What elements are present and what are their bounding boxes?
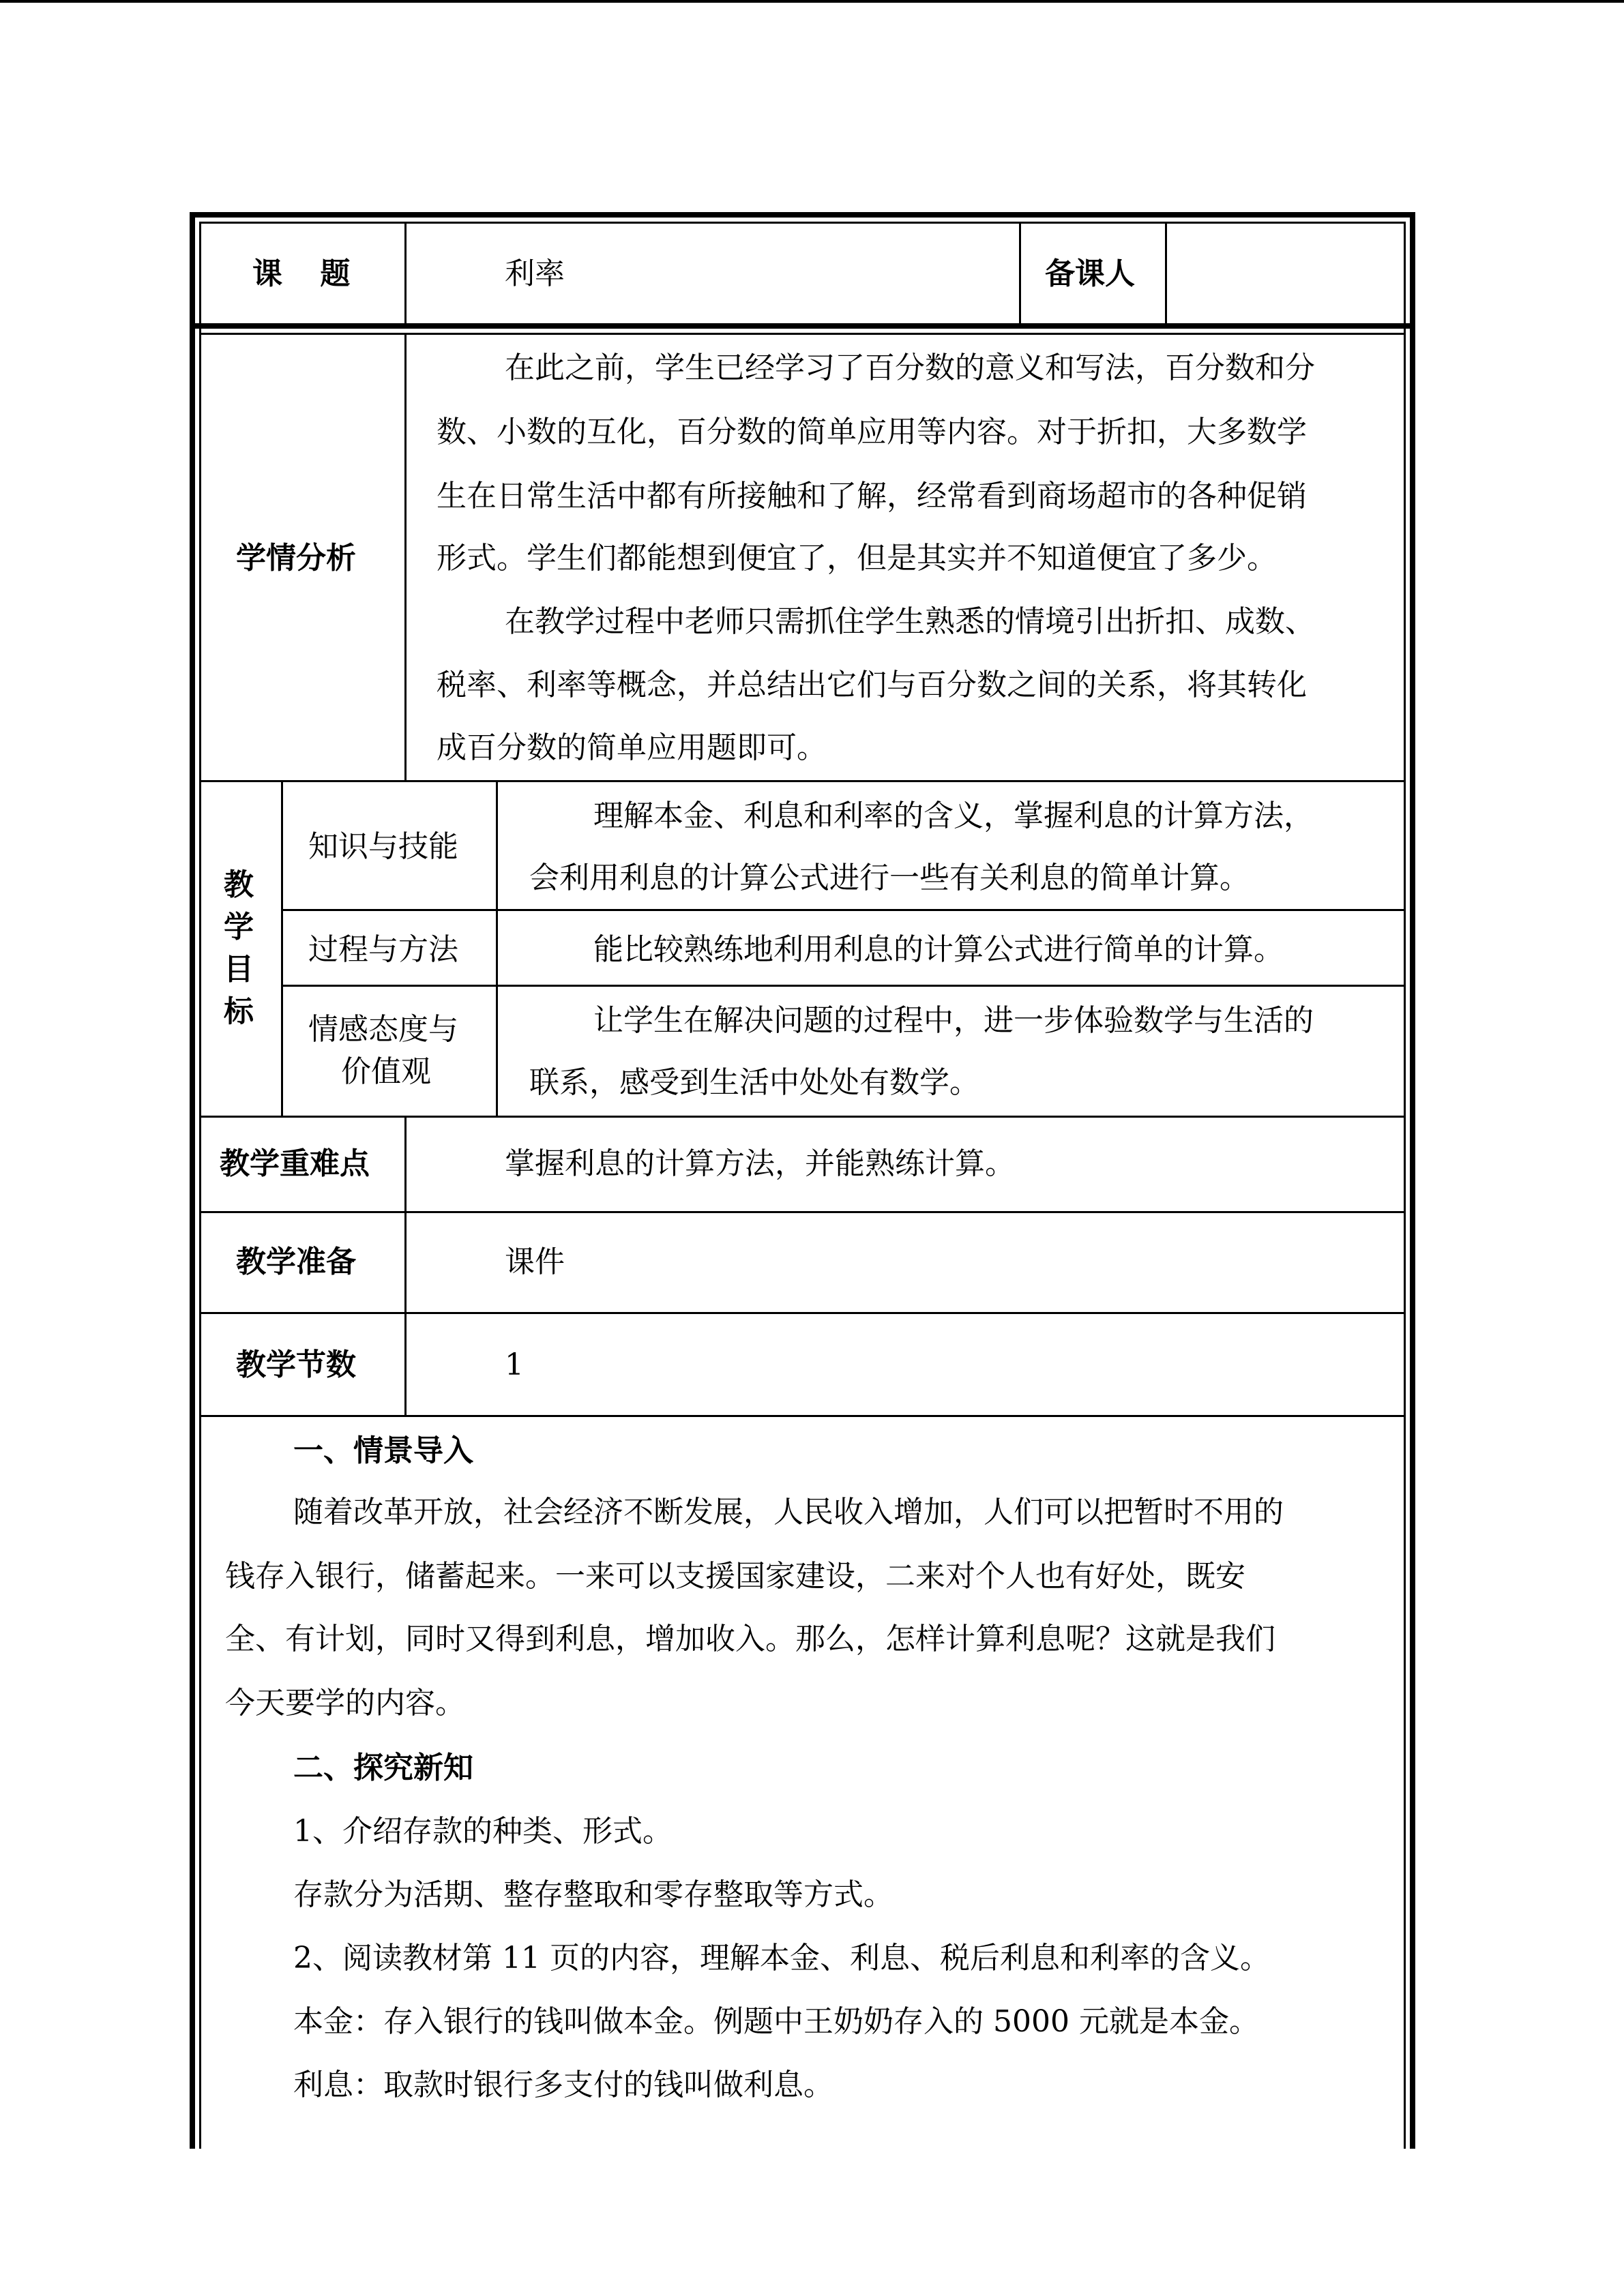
goals-label-char: 教	[224, 867, 254, 902]
goal-attitude-line: 联系，感受到生活中处处有数学。	[529, 1065, 979, 1100]
preparation-bottom-line	[199, 1312, 1406, 1314]
section2-line: 1、介绍存款的种类、形式。	[293, 1814, 673, 1849]
analysis-line: 形式。学生们都能想到便宜了，但是其实并不知道便宜了多少。	[437, 541, 1277, 576]
goal-attitude-name: 情感态度与	[308, 1012, 458, 1047]
keypoints-bottom-line	[199, 1211, 1406, 1213]
goals-label-char: 学	[224, 910, 254, 944]
goals-row-line-2	[281, 985, 1406, 987]
goals-label-char: 目	[224, 952, 254, 987]
goal-process-name: 过程与方法	[308, 932, 458, 967]
keypoints-label: 教学重难点	[220, 1146, 370, 1181]
section2-line: 本金：存入银行的钱叫做本金。例题中王奶奶存入的 5000 元就是本金。	[293, 2004, 1259, 2039]
goal-process-line: 能比较熟练地利用利息的计算公式进行简单的计算。	[593, 932, 1284, 967]
analysis-line: 生在日常生活中都有所接触和了解，经常看到商场超市的各种促销	[437, 479, 1307, 513]
goals-label-char: 标	[224, 994, 254, 1029]
analysis-divider	[404, 333, 407, 780]
section1-line: 随着改革开放，社会经济不断发展，人民收入增加，人们可以把暂时不用的	[293, 1495, 1284, 1530]
analysis-label: 学情分析	[236, 541, 356, 576]
periods-bottom-line	[199, 1415, 1406, 1417]
analysis-bottom-line	[199, 780, 1406, 782]
section1-line: 钱存入银行，储蓄起来。一来可以支援国家建设，二来对个人也有好处，既安	[225, 1559, 1245, 1594]
goal-knowledge-name: 知识与技能	[308, 829, 458, 864]
preparer-label: 备课人	[1045, 256, 1135, 291]
section2-line: 2、阅读教材第 11 页的内容，理解本金、利息、税后利息和利率的含义。	[293, 1941, 1270, 1976]
page-top-border	[0, 0, 1624, 3]
analysis-line: 税率、利率等概念，并总结出它们与百分数之间的关系，将其转化	[437, 668, 1307, 702]
goal-knowledge-line: 理解本金、利息和利率的含义，掌握利息的计算方法，	[593, 799, 1314, 833]
section1-title: 一、情景导入	[293, 1433, 473, 1468]
section1-line: 今天要学的内容。	[225, 1686, 465, 1720]
goal-attitude-name: 价值观	[341, 1054, 431, 1089]
goals-row-line-1	[281, 909, 1406, 911]
periods-value: 1	[505, 1347, 524, 1382]
header-divider-3	[1165, 222, 1167, 323]
topic-value: 利率	[505, 256, 565, 291]
analysis-line: 成百分数的简单应用题即可。	[437, 730, 827, 765]
section2-title: 二、探究新知	[293, 1750, 473, 1785]
section2-line: 存款分为活期、整存整取和零存整取等方式。	[293, 1877, 894, 1912]
goals-name-divider	[496, 780, 498, 1116]
goal-attitude-line: 让学生在解决问题的过程中，进一步体验数学与生活的	[593, 1003, 1314, 1038]
goals-bottom-line	[199, 1116, 1406, 1118]
section2-line: 利息：取款时银行多支付的钱叫做利息。	[293, 2068, 833, 2102]
analysis-line: 在教学过程中老师只需抓住学生熟悉的情境引出折扣、成数、	[505, 604, 1315, 639]
section1-line: 全、有计划，同时又得到利息，增加收入。那么，怎样计算利息呢？这就是我们	[225, 1622, 1275, 1656]
keypoints-value: 掌握利息的计算方法，并能熟练计算。	[505, 1146, 1015, 1181]
analysis-line: 数、小数的互化，百分数的简单应用等内容。对于折扣，大多数学	[437, 415, 1307, 449]
header-separator	[190, 323, 1415, 329]
header-separator-inner	[199, 333, 1406, 335]
periods-label: 教学节数	[236, 1347, 356, 1382]
goal-knowledge-line: 会利用利息的计算公式进行一些有关利息的简单计算。	[529, 861, 1250, 895]
analysis-line: 在此之前，学生已经学习了百分数的意义和写法，百分数和分	[505, 351, 1315, 385]
header-divider-2	[1019, 222, 1021, 323]
header-divider-1	[404, 222, 407, 323]
preparation-label: 教学准备	[236, 1244, 356, 1279]
goals-label-divider	[281, 780, 283, 1116]
preparation-value: 课件	[505, 1244, 565, 1279]
topic-label: 课 题	[252, 256, 364, 291]
lower-divider	[404, 1116, 407, 1417]
